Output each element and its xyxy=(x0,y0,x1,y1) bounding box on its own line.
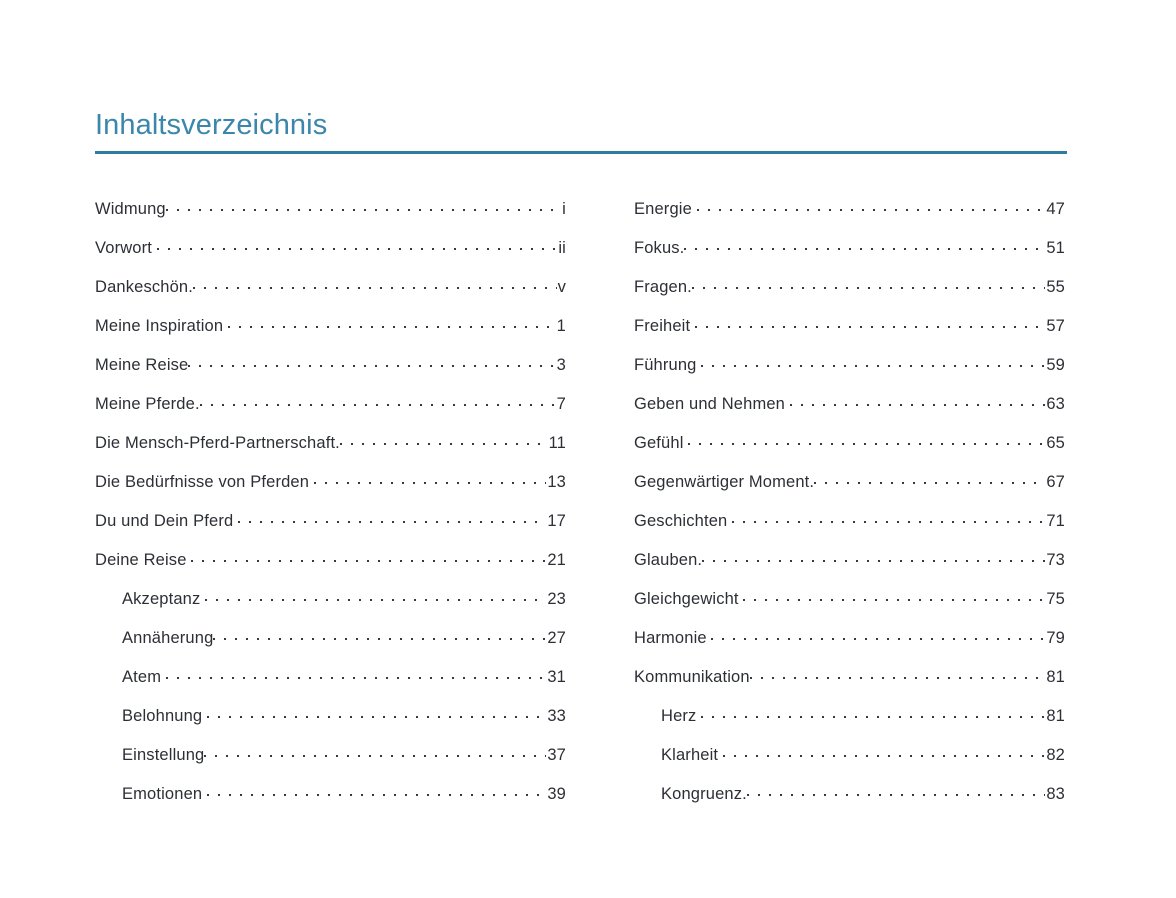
toc-entry[interactable] xyxy=(634,580,1065,619)
toc-dot-leader xyxy=(200,393,556,409)
toc-dot-leader xyxy=(747,783,1045,799)
toc-column-left xyxy=(0,190,588,814)
toc-entry-page-number: 59 xyxy=(1046,356,1065,374)
toc-dot-leader xyxy=(166,198,561,214)
toc-entry-page-number: ii xyxy=(558,239,566,257)
toc-entry-page-number: 47 xyxy=(1046,200,1065,218)
toc-dot-leader xyxy=(711,627,1045,643)
toc-dot-leader xyxy=(166,666,546,682)
toc-entry[interactable] xyxy=(634,268,1065,307)
toc-dot-leader xyxy=(750,666,1046,682)
toc-entry-page-number: 17 xyxy=(547,512,566,530)
toc-entry-label: Belohnung xyxy=(122,707,203,725)
toc-dot-leader xyxy=(695,315,1045,331)
toc-dot-leader xyxy=(207,783,546,799)
toc-entry-label: Vorwort xyxy=(95,239,152,257)
toc-entry-page-number: 11 xyxy=(548,434,566,452)
toc-entry[interactable] xyxy=(95,736,566,775)
toc-entry[interactable] xyxy=(634,346,1065,385)
toc-entry-label: Meine Pferde. xyxy=(95,395,200,413)
toc-entry-page-number: 39 xyxy=(547,785,566,803)
toc-entry[interactable] xyxy=(634,619,1065,658)
toc-entry-label: Kongruenz. xyxy=(661,785,747,803)
toc-entry[interactable] xyxy=(95,268,566,307)
toc-dot-leader xyxy=(701,354,1045,370)
toc-entry-page-number: 13 xyxy=(547,473,566,491)
toc-entry-label: Harmonie xyxy=(634,629,707,647)
toc-entry-label: Gleichgewicht xyxy=(634,590,739,608)
toc-columns xyxy=(0,190,1176,814)
toc-entry[interactable] xyxy=(95,502,566,541)
toc-entry-label: Akzeptanz xyxy=(122,590,201,608)
toc-entry-label: Du und Dein Pferd xyxy=(95,512,234,530)
toc-entry-page-number: 71 xyxy=(1046,512,1065,530)
toc-entry-label: Gegenwärtiger Moment. xyxy=(634,473,815,491)
toc-dot-leader xyxy=(743,588,1045,604)
toc-entry[interactable] xyxy=(95,424,566,463)
toc-entry-page-number: i xyxy=(562,200,566,218)
toc-entry-label: Meine Inspiration xyxy=(95,317,224,335)
toc-dot-leader xyxy=(790,393,1046,409)
toc-header xyxy=(95,108,1067,154)
toc-entry-page-number: 55 xyxy=(1046,278,1065,296)
toc-entry[interactable] xyxy=(634,658,1065,697)
toc-entry-page-number: 75 xyxy=(1046,590,1065,608)
toc-entry-page-number: v xyxy=(557,278,566,296)
toc-entry[interactable] xyxy=(634,307,1065,346)
toc-dot-leader xyxy=(238,510,546,526)
toc-entry-page-number: 21 xyxy=(547,551,566,569)
toc-entry-page-number: 81 xyxy=(1046,707,1065,725)
toc-column-right xyxy=(588,190,1176,814)
toc-entry-label: Meine Reise xyxy=(95,356,189,374)
toc-entry[interactable] xyxy=(95,619,566,658)
toc-dot-leader xyxy=(697,198,1046,214)
toc-dot-leader xyxy=(188,354,555,370)
toc-entry-page-number: 27 xyxy=(547,629,566,647)
toc-entry[interactable] xyxy=(95,346,566,385)
toc-entry[interactable] xyxy=(634,463,1065,502)
toc-entry-page-number: 79 xyxy=(1046,629,1065,647)
toc-entry-page-number: 33 xyxy=(547,707,566,725)
toc-entry-label: Klarheit xyxy=(661,746,719,764)
toc-dot-leader xyxy=(314,471,547,487)
toc-entry-label: Fragen. xyxy=(634,278,692,296)
toc-dot-leader xyxy=(702,549,1045,565)
toc-dot-leader xyxy=(213,627,546,643)
toc-entry[interactable] xyxy=(95,541,566,580)
toc-entry-page-number: 81 xyxy=(1046,668,1065,686)
toc-dot-leader xyxy=(228,315,556,331)
toc-entry-page-number: 67 xyxy=(1046,473,1065,491)
toc-entry[interactable] xyxy=(95,307,566,346)
toc-entry-label: Freiheit xyxy=(634,317,691,335)
toc-entry[interactable] xyxy=(634,697,1065,736)
toc-dot-leader xyxy=(205,588,546,604)
toc-entry[interactable] xyxy=(634,385,1065,424)
toc-dot-leader xyxy=(723,744,1045,760)
toc-entry-page-number: 73 xyxy=(1046,551,1065,569)
toc-entry-label: Die Bedürfnisse von Pferden xyxy=(95,473,310,491)
toc-entry[interactable] xyxy=(634,541,1065,580)
toc-entry[interactable] xyxy=(634,424,1065,463)
toc-entry-page-number: 37 xyxy=(547,746,566,764)
toc-dot-leader xyxy=(814,471,1045,487)
toc-dot-leader xyxy=(684,237,1045,253)
toc-entry-label: Glauben. xyxy=(634,551,703,569)
toc-dot-leader xyxy=(688,432,1045,448)
toc-entry[interactable] xyxy=(95,229,566,268)
toc-entry-page-number: 65 xyxy=(1046,434,1065,452)
toc-entry-page-number: 31 xyxy=(547,668,566,686)
toc-entry-page-number: 3 xyxy=(556,356,566,374)
toc-entry[interactable] xyxy=(634,775,1065,814)
toc-entry-page-number: 1 xyxy=(556,317,566,335)
toc-entry-label: Emotionen xyxy=(122,785,203,803)
toc-dot-leader xyxy=(157,237,558,253)
toc-entry-label: Geschichten xyxy=(634,512,728,530)
toc-entry[interactable] xyxy=(95,463,566,502)
toc-entry-label: Führung xyxy=(634,356,697,374)
toc-entry-page-number: 83 xyxy=(1046,785,1065,803)
toc-entry-label: Geben und Nehmen xyxy=(634,395,786,413)
toc-entry[interactable] xyxy=(95,385,566,424)
toc-entry[interactable] xyxy=(95,658,566,697)
toc-entry[interactable] xyxy=(95,775,566,814)
toc-entry-label: Deine Reise xyxy=(95,551,187,569)
toc-entry-label: Annäherung xyxy=(122,629,214,647)
toc-dot-leader xyxy=(193,276,557,292)
toc-entry-label: Widmung xyxy=(95,200,166,218)
toc-entry[interactable] xyxy=(95,697,566,736)
toc-dot-leader xyxy=(701,705,1045,721)
toc-entry-page-number: 82 xyxy=(1046,746,1065,764)
toc-entry-page-number: 23 xyxy=(547,590,566,608)
toc-entry-label: Fokus. xyxy=(634,239,685,257)
toc-entry-label: Die Mensch-Pferd-Partnerschaft. xyxy=(95,434,340,452)
page-title: Inhaltsverzeichnis xyxy=(95,109,328,141)
toc-dot-leader xyxy=(340,432,548,448)
toc-dot-leader xyxy=(204,744,546,760)
toc-entry[interactable] xyxy=(634,229,1065,268)
toc-entry-page-number: 51 xyxy=(1046,239,1065,257)
title-divider xyxy=(95,151,1067,154)
toc-entry[interactable] xyxy=(634,736,1065,775)
toc-entry[interactable] xyxy=(95,190,566,229)
toc-entry[interactable] xyxy=(634,502,1065,541)
toc-entry-label: Dankeschön. xyxy=(95,278,193,296)
toc-dot-leader xyxy=(191,549,546,565)
toc-entry-page-number: 57 xyxy=(1046,317,1065,335)
toc-dot-leader xyxy=(207,705,546,721)
toc-entry-label: Einstellung xyxy=(122,746,205,764)
toc-entry[interactable] xyxy=(634,190,1065,229)
toc-entry-label: Gefühl xyxy=(634,434,684,452)
toc-entry-label: Atem xyxy=(122,668,162,686)
toc-entry-page-number: 7 xyxy=(556,395,566,413)
toc-dot-leader xyxy=(692,276,1045,292)
toc-dot-leader xyxy=(732,510,1045,526)
toc-entry-label: Kommunikation xyxy=(634,668,750,686)
toc-entry-label: Energie xyxy=(634,200,692,218)
toc-entry[interactable] xyxy=(95,580,566,619)
toc-entry-label: Herz xyxy=(661,707,697,725)
toc-entry-page-number: 63 xyxy=(1046,395,1065,413)
